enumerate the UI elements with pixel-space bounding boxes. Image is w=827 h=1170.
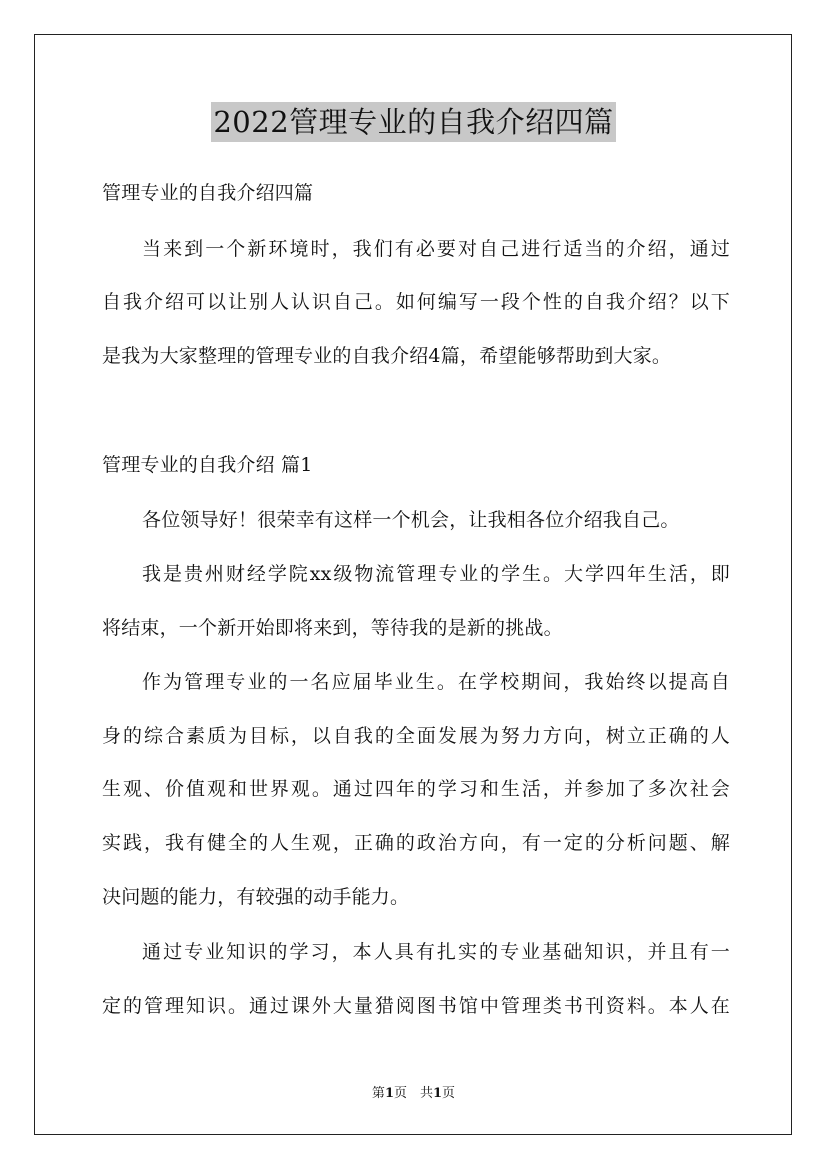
body-line-6: 生观、价值观和世界观。通过四年的学习和生活，并参加了多次社会 bbox=[102, 778, 730, 800]
body-line-2: 我是贵州财经学院xx级物流管理专业的学生。大学四年生活，即 bbox=[142, 563, 730, 585]
body-line-3: 将结束，一个新开始即将来到，等待我的是新的挑战。 bbox=[102, 617, 563, 639]
footer-prefix: 第 bbox=[371, 1086, 385, 1101]
body-line-10: 定的管理知识。通过课外大量猎阅图书馆中管理类书刊资料。本人在 bbox=[102, 995, 730, 1017]
document-title: 2022管理专业的自我介绍四篇 bbox=[211, 102, 615, 142]
body-line-8: 决问题的能力，有较强的动手能力。 bbox=[102, 886, 410, 908]
body-line-5: 身的综合素质为目标，以自我的全面发展为努力方向，树立正确的人 bbox=[102, 725, 730, 747]
footer-mid: 页 共 bbox=[393, 1086, 433, 1101]
footer-page-total: 1 bbox=[433, 1086, 443, 1101]
section-heading: 管理专业的自我介绍 篇1 bbox=[102, 454, 313, 476]
body-line-7: 实践，我有健全的人生观，正确的政治方向，有一定的分析问题、解 bbox=[102, 832, 730, 854]
body-line-4: 作为管理专业的一名应届毕业生。在学校期间，我始终以提高自 bbox=[142, 671, 730, 693]
document-subtitle: 管理专业的自我介绍四篇 bbox=[102, 182, 314, 204]
intro-line-2: 自我介绍可以让别人认识自己。如何编写一段个性的自我介绍？以下 bbox=[102, 291, 730, 313]
intro-line-1: 当来到一个新环境时，我们有必要对自己进行适当的介绍，通过 bbox=[142, 238, 730, 260]
footer-page-number: 1 bbox=[384, 1086, 394, 1101]
body-line-1: 各位领导好！很荣幸有这样一个机会，让我相各位介绍我自己。 bbox=[142, 509, 680, 531]
title-wrap bbox=[0, 102, 827, 142]
intro-line-3: 是我为大家整理的管理专业的自我介绍4篇，希望能够帮助到大家。 bbox=[102, 345, 672, 367]
footer-suffix: 页 bbox=[442, 1086, 456, 1101]
page-footer bbox=[0, 1082, 827, 1101]
body-line-9: 通过专业知识的学习，本人具有扎实的专业基础知识，并且有一 bbox=[142, 941, 730, 963]
